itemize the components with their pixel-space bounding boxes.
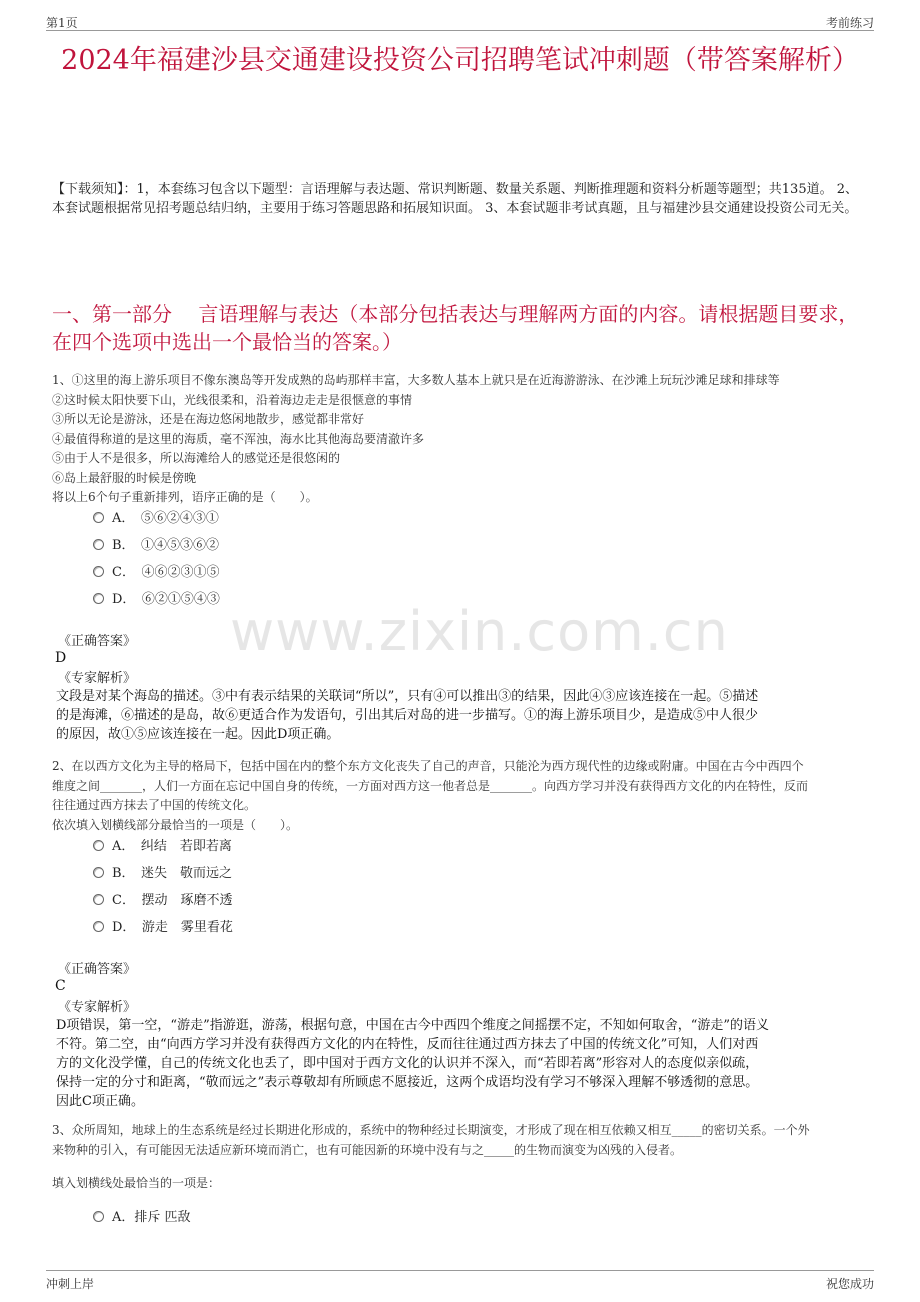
q1-option-c[interactable]: C． ④⑥②③①⑤	[93, 564, 219, 582]
radio-icon[interactable]	[93, 593, 104, 604]
section-heading: 一、第一部分 言语理解与表达（本部分包括表达与理解两方面的内容。请根据题目要求，在四个选项中选出一个最恰当的答案。）	[52, 302, 859, 354]
page-number: 第1页	[46, 16, 78, 30]
radio-icon[interactable]	[93, 894, 104, 905]
question-line: ⑤由于人不是很多，所以海滩给人的感觉还是很悠闲的	[52, 451, 341, 465]
q3-prompt: 填入划横线处最恰当的一项是：	[52, 1176, 221, 1190]
radio-icon[interactable]	[93, 1211, 104, 1222]
watermark: www.zixin.com.cn	[230, 600, 729, 663]
analysis-line: 方的文化没学懂，自己的传统文化也丢了，即中国对于西方文化的认识并不深入，而“若即若离”形容对人的态度似亲似疏，	[56, 1056, 759, 1071]
page-footer	[46, 1270, 874, 1293]
q1-option-a[interactable]: A． ⑤⑥②④③①	[93, 510, 219, 528]
q2-option-b[interactable]: B． 迷失 敬而远之	[93, 865, 232, 883]
question-1-text	[52, 371, 870, 508]
page-header	[46, 12, 874, 31]
q1-option-d[interactable]: D． ⑥②①⑤④③	[93, 591, 220, 609]
q2-analysis-label: 《专家解析》	[58, 1000, 137, 1015]
analysis-line: 保持一定的分寸和距离，“敬而远之”表示尊敬却有所顾虑不愿接近，这两个成语均没有学习不够深入理解不够透彻的意思。	[56, 1075, 759, 1090]
q1-answer: D	[55, 650, 67, 666]
download-notice: 【下载须知】：1，本套练习包含以下题型：言语理解与表达题、常识判断题、数量关系题、判断推理题和资料分析题等题型；共135道。 2、本套试题根据常见招考题总结归纳，主要用于练习答题思路和拓展知识面。 3、本套试题非考试真题，且与福建沙县交通建设投资公司无关。	[52, 182, 858, 216]
radio-icon[interactable]	[93, 840, 104, 851]
question-3-text	[52, 1121, 870, 1160]
q1-option-b[interactable]: B． ①④⑤③⑥②	[93, 537, 219, 555]
question-line: 维度之间_______，人们一方面在忘记中国自身的传统，一方面对西方这一他者总是_______。向西方学习并没有获得西方文化的内在特性，反而	[52, 778, 809, 793]
question-line: 将以上6个句子重新排列，语序正确的是（ ）。	[52, 490, 318, 504]
radio-icon[interactable]	[93, 867, 104, 878]
q1-answer-label: 《正确答案》	[58, 634, 137, 649]
question-line: ⑥岛上最舒服的时候是傍晚	[52, 470, 197, 485]
q2-option-a[interactable]: A． 纠结 若即若离	[93, 838, 232, 856]
question-line: 往往通过西方抹去了中国的传统文化。	[52, 798, 257, 812]
q2-analysis	[56, 1016, 856, 1111]
document-title: 2024年福建沙县交通建设投资公司招聘笔试冲刺题（带答案解析）	[61, 45, 859, 76]
analysis-line: 因此C项正确。	[56, 1094, 144, 1109]
q2-answer: C	[55, 978, 66, 994]
analysis-line: D项错误，第一空，“游走”指游逛，游荡，根据句意，中国在古今中西四个维度之间摇摆不定，不知如何取舍，“游走”的语义	[56, 1018, 770, 1033]
question-line: 依次填入划横线部分最恰当的一项是（ ）。	[52, 817, 299, 832]
header-tag: 考前练习	[825, 16, 874, 30]
radio-icon[interactable]	[93, 512, 104, 523]
analysis-line: 的是海滩，⑥描述的是岛，故⑥更适合作为发语句，引出其后对岛的进一步描写。①的海上游乐项目少，是造成⑤中人很少	[56, 708, 759, 723]
footer-right: 祝您成功	[825, 1277, 874, 1291]
q3-option-a[interactable]: A．排斥 匹敌	[93, 1209, 191, 1227]
q2-option-c[interactable]: C． 摆动 琢磨不透	[93, 892, 232, 910]
question-line: 1、①这里的海上游乐项目不像东澳岛等开发成熟的岛屿那样丰富，大多数人基本上就只是在近海游游泳、在沙滩上玩玩沙滩足球和排球等	[52, 373, 780, 387]
question-line: 来物种的引入，有可能因无法适应新环境而消亡，也有可能因新的环境中没有与之_____的生物而演变为凶残的入侵者。	[52, 1142, 683, 1157]
question-line: ④最值得称道的是这里的海质，毫不浑浊，海水比其他海岛要清澈许多	[52, 431, 425, 446]
q1-analysis-label: 《专家解析》	[58, 671, 137, 686]
analysis-line: 文段是对某个海岛的描述。③中有表示结果的关联词“所以”，只有④可以推出③的结果，因此④③应该连接在一起。⑤描述	[56, 689, 759, 704]
q2-option-d[interactable]: D． 游走 雾里看花	[93, 919, 233, 937]
radio-icon[interactable]	[93, 921, 104, 932]
radio-icon[interactable]	[93, 566, 104, 577]
question-line: 2、在以西方文化为主导的格局下，包括中国在内的整个东方文化丧失了自己的声音，只能沦为西方现代性的边缘或附庸。中国在古今中西四个	[52, 759, 804, 773]
question-line: ③所以无论是游泳，还是在海边悠闲地散步，感觉都非常好	[52, 412, 365, 426]
question-line: 3、众所周知，地球上的生态系统是经过长期进化形成的，系统中的物种经过长期演变，才形成了现在相互依赖又相互_____的密切关系。一个外	[52, 1123, 810, 1137]
analysis-line: 不符。第二空，由“向西方学习并没有获得西方文化的内在特性，反而往往通过西方抹去了中国的传统文化”可知，人们对西	[56, 1037, 759, 1052]
q1-analysis	[56, 687, 856, 744]
radio-icon[interactable]	[93, 539, 104, 550]
question-2-text	[52, 757, 870, 835]
q2-answer-label: 《正确答案》	[58, 962, 137, 977]
question-line: ②这时候太阳快要下山，光线很柔和，沿着海边走走是很惬意的事情	[52, 392, 413, 407]
analysis-line: 的原因，故①⑤应该连接在一起。因此D项正确。	[56, 727, 340, 742]
footer-left: 冲刺上岸	[46, 1277, 95, 1291]
